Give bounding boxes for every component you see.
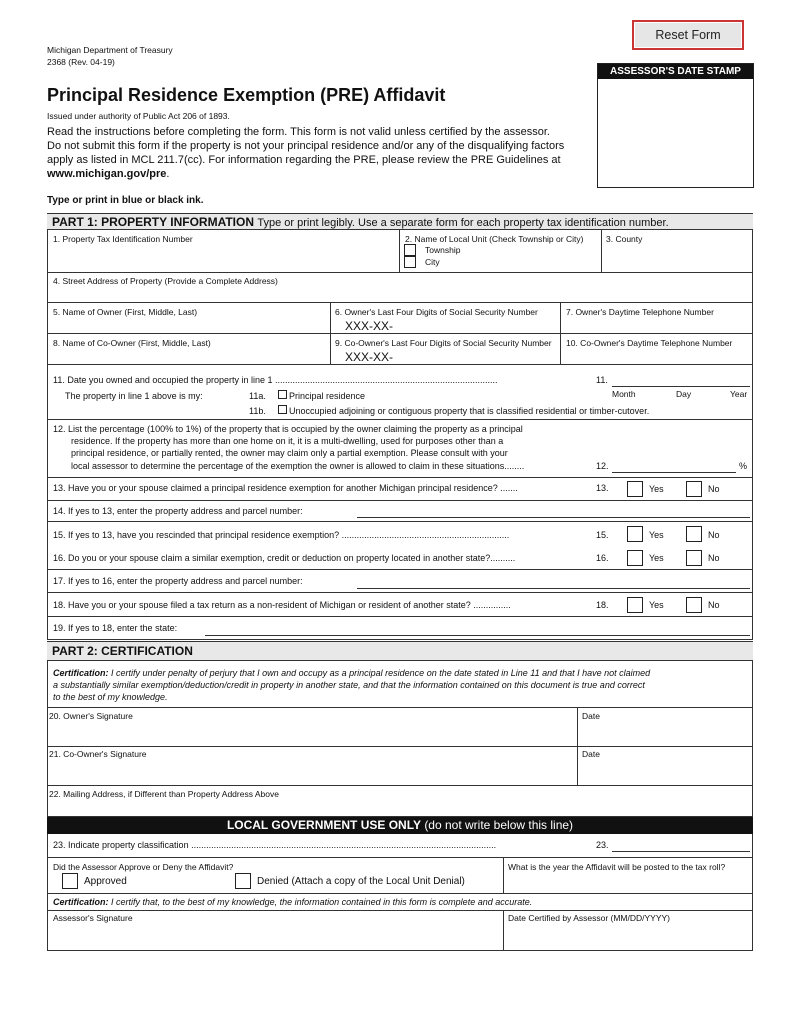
q18-yes-label: Yes bbox=[649, 600, 664, 610]
approve-deny-question: Did the Assessor Approve or Deny the Affidavit? bbox=[53, 862, 234, 872]
question-11-number: 11. bbox=[596, 375, 608, 385]
coowner-date-label: Date bbox=[582, 749, 600, 759]
unoccupied-adjoining-label: Unoccupied adjoining or contiguous property that is classified residential or timber-cutover. bbox=[289, 406, 650, 416]
city-label: City bbox=[425, 257, 440, 267]
assessor-cert-text: I certify that, to the best of my knowledge, the information contained in this form is complete and accurate. bbox=[108, 897, 533, 907]
question-11b-number: 11b. bbox=[249, 406, 266, 416]
question-15-number: 15. bbox=[596, 530, 609, 540]
instructions bbox=[47, 125, 607, 181]
city-checkbox[interactable] bbox=[404, 256, 416, 268]
township-label: Township bbox=[425, 245, 461, 255]
certification-text: to the best of my knowledge. bbox=[53, 692, 168, 702]
field-10-label: 10. Co-Owner's Daytime Telephone Number bbox=[566, 338, 733, 348]
approved-checkbox[interactable] bbox=[62, 873, 78, 889]
tax-roll-year-input[interactable] bbox=[504, 872, 752, 892]
question-23: 23. Indicate property classification .......................................................................................................................... bbox=[53, 840, 497, 850]
q13-no-label: No bbox=[708, 484, 720, 494]
coowner-phone-input[interactable] bbox=[561, 334, 752, 364]
question-12-line: residence. If the property has more than one home on it, it is a multi-dwelling, used for purposes other than a bbox=[71, 436, 504, 446]
question-11a-number: 11a. bbox=[249, 391, 266, 401]
q15-no-checkbox[interactable] bbox=[686, 526, 702, 542]
principal-residence-label: Principal residence bbox=[289, 391, 366, 401]
field-7-label: 7. Owner's Daytime Telephone Number bbox=[566, 307, 714, 317]
unoccupied-adjoining-checkbox[interactable] bbox=[278, 405, 287, 414]
q17-address-input[interactable] bbox=[357, 588, 750, 589]
part1-subtitle: Type or print legibly. Use a separate form for each property tax identification number. bbox=[257, 217, 669, 229]
reset-form-button[interactable]: Reset Form bbox=[632, 20, 744, 50]
coowner-date-input[interactable] bbox=[578, 747, 752, 785]
q13-no-checkbox[interactable] bbox=[686, 481, 702, 497]
date-certified-input[interactable] bbox=[504, 911, 752, 950]
certification-text: a substantially similar exemption/deduction/credit in property in another state, and that the information contained on this document is true and correct bbox=[53, 680, 645, 690]
instructions-line: Read the instructions before completing the form. This form is not valid unless certified by the assessor. bbox=[47, 126, 550, 138]
ink-note: Type or print in blue or black ink. bbox=[47, 195, 204, 206]
part1-title: PART 1: PROPERTY INFORMATION bbox=[52, 215, 255, 229]
percentage-input[interactable] bbox=[612, 472, 736, 473]
coowner-name-input[interactable] bbox=[48, 334, 329, 364]
owner-phone-input[interactable] bbox=[561, 303, 752, 333]
question-23-number: 23. bbox=[596, 840, 609, 850]
question-19: 19. If yes to 18, enter the state: bbox=[53, 623, 178, 633]
q13-yes-checkbox[interactable] bbox=[627, 481, 643, 497]
question-14: 14. If yes to 13, enter the property address and parcel number: bbox=[53, 506, 303, 516]
q16-yes-checkbox[interactable] bbox=[627, 550, 643, 566]
assessor-signature-label: Assessor's Signature bbox=[53, 913, 133, 923]
field-3-label: 3. County bbox=[606, 234, 643, 244]
property-is-label: The property in line 1 above is my: bbox=[65, 391, 203, 401]
field-1-input[interactable] bbox=[48, 230, 398, 272]
field-9-label: 9. Co-Owner's Last Four Digits of Social Security Number bbox=[335, 338, 552, 348]
coowner-signature-input[interactable] bbox=[48, 747, 577, 785]
question-18-number: 18. bbox=[596, 600, 609, 610]
q18-no-label: No bbox=[708, 600, 720, 610]
certification-label: Certification: bbox=[53, 668, 109, 678]
q16-yes-label: Yes bbox=[649, 553, 664, 563]
denied-label: Denied (Attach a copy of the Local Unit Denial) bbox=[257, 876, 465, 887]
year-label: Year bbox=[730, 389, 748, 399]
local-gov-note: (do not write below this line) bbox=[424, 818, 574, 832]
pre-link[interactable]: www.michigan.gov/pre bbox=[47, 168, 167, 180]
local-gov-header bbox=[47, 817, 753, 834]
field-2-label: 2. Name of Local Unit (Check Township or City) bbox=[405, 234, 584, 244]
question-12-line: local assessor to determine the percentage of the exemption the owner is allowed to claim in these situations........ bbox=[71, 461, 525, 471]
field-4-label: 4. Street Address of Property (Provide a Complete Address) bbox=[53, 276, 278, 286]
q18-yes-checkbox[interactable] bbox=[627, 597, 643, 613]
owner-signature-input[interactable] bbox=[48, 708, 577, 745]
date-owned-input[interactable] bbox=[612, 386, 750, 387]
certification-text: I certify under penalty of perjury that I own and occupy as a principal residence on the date stated in Line 11 and that I have not claimed bbox=[108, 668, 651, 678]
coowner-ssn-input[interactable]: XXX-XX- bbox=[345, 350, 394, 364]
question-13: 13. Have you or your spouse claimed a principal residence exemption for another Michigan principal residence? ....... bbox=[53, 483, 518, 493]
part1-header bbox=[47, 213, 753, 230]
assessor-date-stamp-label: ASSESSOR'S DATE STAMP bbox=[598, 64, 753, 79]
question-18: 18. Have you or your spouse filed a tax return as a non-resident of Michigan or resident of another state? ............... bbox=[53, 600, 511, 610]
part2-certification bbox=[53, 667, 753, 703]
owner-date-input[interactable] bbox=[578, 708, 752, 745]
q15-yes-checkbox[interactable] bbox=[627, 526, 643, 542]
field-21-label: 21. Co-Owner's Signature bbox=[49, 749, 147, 759]
question-12-line: 12. List the percentage (100% to 1%) of the property that is occupied by the owner claiming the property as a principal bbox=[53, 424, 523, 434]
field-8-label: 8. Name of Co-Owner (First, Middle, Last) bbox=[53, 338, 211, 348]
question-16: 16. Do you or your spouse claim a similar exemption, credit or deduction on property located in another state?.......... bbox=[53, 553, 516, 563]
question-11: 11. Date you owned and occupied the property in line 1 ......................................................................................... bbox=[53, 375, 498, 385]
field-5-label: 5. Name of Owner (First, Middle, Last) bbox=[53, 307, 198, 317]
assessor-certification bbox=[53, 897, 532, 907]
principal-residence-checkbox[interactable] bbox=[278, 390, 287, 399]
month-label: Month bbox=[612, 389, 636, 399]
owner-name-input[interactable] bbox=[48, 303, 329, 333]
q13-yes-label: Yes bbox=[649, 484, 664, 494]
part2-title: PART 2: CERTIFICATION bbox=[52, 644, 193, 658]
property-classification-input[interactable] bbox=[612, 851, 750, 852]
question-16-number: 16. bbox=[596, 553, 609, 563]
form-number: 2368 (Rev. 04-19) bbox=[47, 57, 115, 67]
date-certified-label: Date Certified by Assessor (MM/DD/YYYY) bbox=[508, 913, 671, 923]
q19-state-input[interactable] bbox=[205, 635, 750, 636]
q18-no-checkbox[interactable] bbox=[686, 597, 702, 613]
q14-address-input[interactable] bbox=[357, 517, 750, 518]
question-13-number: 13. bbox=[596, 483, 609, 493]
department-name: Michigan Department of Treasury bbox=[47, 45, 173, 55]
owner-date-label: Date bbox=[582, 711, 600, 721]
day-label: Day bbox=[676, 389, 692, 399]
question-12-number: 12. bbox=[596, 461, 609, 471]
form-title: Principal Residence Exemption (PRE) Affidavit bbox=[47, 85, 446, 105]
q16-no-checkbox[interactable] bbox=[686, 550, 702, 566]
denied-checkbox[interactable] bbox=[235, 873, 251, 889]
part2-header bbox=[47, 641, 753, 661]
county-input[interactable] bbox=[602, 230, 752, 272]
township-checkbox[interactable] bbox=[404, 244, 416, 256]
mailing-address-input[interactable] bbox=[48, 786, 752, 816]
assessor-date-stamp-box bbox=[597, 63, 754, 188]
q16-no-label: No bbox=[708, 553, 720, 563]
assessor-cert-label: Certification: bbox=[53, 897, 109, 907]
question-12-line: principal residence, or partially rented, the owner may claim only a partial exemption. Please consult with your bbox=[71, 448, 508, 458]
authority-note: Issued under authority of Public Act 206 of 1893. bbox=[47, 111, 230, 121]
question-17: 17. If yes to 16, enter the property address and parcel number: bbox=[53, 576, 303, 586]
field-22-label: 22. Mailing Address, if Different than Property Address Above bbox=[49, 789, 279, 799]
q15-yes-label: Yes bbox=[649, 530, 664, 540]
street-address-input[interactable] bbox=[48, 273, 752, 301]
instructions-line: Do not submit this form if the property is not your principal residence and/or any of the disqualifying factors bbox=[47, 140, 565, 152]
field-20-label: 20. Owner's Signature bbox=[49, 711, 133, 721]
instructions-period: . bbox=[166, 168, 170, 180]
tax-roll-year-question: What is the year the Affidavit will be posted to the tax roll? bbox=[508, 862, 726, 872]
instructions-line: apply as listed in MCL 211.7(cc). For information regarding the PRE, please review the PRE Guidelines at bbox=[47, 154, 561, 166]
assessor-signature-input[interactable] bbox=[48, 911, 502, 950]
field-1-label: 1. Property Tax Identification Number bbox=[53, 234, 193, 244]
percent-sign: % bbox=[739, 461, 748, 471]
field-6-label: 6. Owner's Last Four Digits of Social Security Number bbox=[335, 307, 538, 317]
owner-ssn-input[interactable]: XXX-XX- bbox=[345, 319, 394, 333]
approved-label: Approved bbox=[84, 876, 127, 887]
question-15: 15. If yes to 13, have you rescinded that principal residence exemption? ................................................................... bbox=[53, 530, 510, 540]
local-gov-title: LOCAL GOVERNMENT USE ONLY bbox=[226, 818, 421, 832]
q15-no-label: No bbox=[708, 530, 720, 540]
